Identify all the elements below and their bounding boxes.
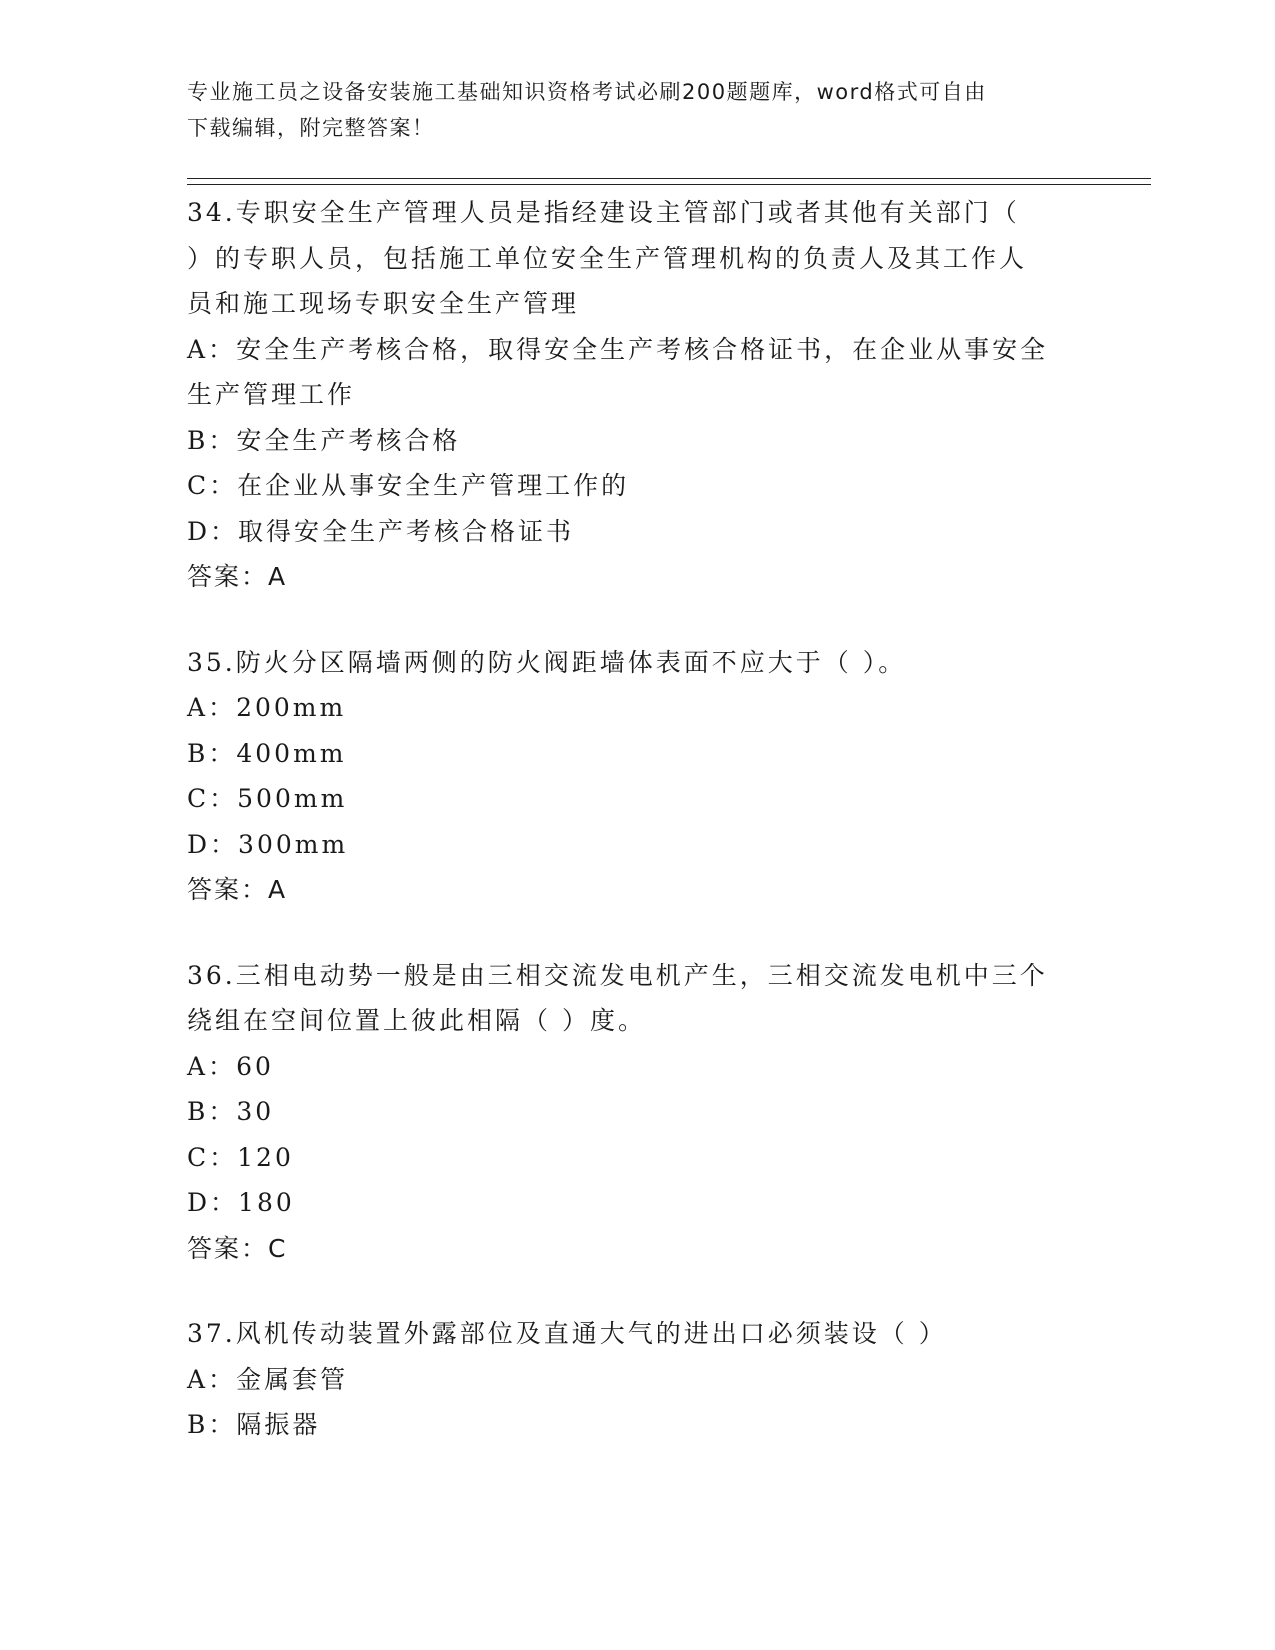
option-line	[187, 418, 1067, 464]
option-label: C：	[187, 1142, 238, 1172]
option-label: B：	[187, 425, 237, 455]
question-stem-line: 员和施工现场专职安全生产管理	[187, 289, 580, 318]
document-header	[187, 74, 1067, 146]
question-stem-line: 绕组在空间位置上彼此相隔（ ）度。	[187, 1006, 646, 1035]
question-stem-line: ）的专职人员，包括施工单位安全生产管理机构的负责人及其工作人	[187, 243, 1028, 273]
option-text: 120	[237, 1142, 294, 1172]
option-text: 200mm	[236, 693, 347, 722]
option-label: B：	[187, 738, 237, 768]
question-block	[187, 1311, 1067, 1448]
option-text: 隔振器	[236, 1410, 321, 1439]
option-label: A：	[187, 334, 237, 364]
option-text: 安全生产考核合格，取得安全生产考核合格证书，在企业从事安全	[236, 334, 1049, 364]
option-line	[187, 463, 1067, 509]
option-label: D：	[187, 1188, 239, 1217]
option-line	[187, 1135, 1067, 1181]
header-line-1: 专业施工员之设备安装施工基础知识资格考试必刷200题题库，word格式可自由	[187, 80, 987, 104]
option-label: A：	[187, 1364, 237, 1394]
question-block	[187, 953, 1067, 1272]
option-line	[187, 372, 1067, 418]
option-line	[187, 685, 1067, 731]
answer-line: 答案：A	[187, 562, 288, 591]
question-block	[187, 640, 1067, 913]
option-line	[187, 509, 1067, 555]
header-divider-top	[187, 178, 1151, 179]
option-text: 生产管理工作	[187, 380, 356, 409]
option-text: 60	[236, 1051, 274, 1081]
answer-line: 答案：A	[187, 875, 288, 904]
option-label: B：	[187, 1097, 237, 1126]
option-text: 金属套管	[236, 1364, 349, 1394]
option-line	[187, 1089, 1067, 1135]
option-label: C：	[187, 784, 238, 813]
header-divider-bottom	[187, 184, 1151, 185]
option-text: 500mm	[237, 784, 348, 813]
option-line	[187, 1044, 1067, 1090]
option-line	[187, 1357, 1067, 1403]
option-label: C：	[187, 471, 238, 500]
option-label: D：	[187, 516, 239, 546]
option-line	[187, 1402, 1067, 1448]
option-label: B：	[187, 1410, 237, 1439]
option-line	[187, 731, 1067, 777]
option-text: 300mm	[238, 829, 349, 859]
option-label: A：	[187, 693, 237, 722]
option-text: 取得安全生产考核合格证书	[238, 516, 575, 546]
option-text: 400mm	[236, 738, 347, 768]
option-line	[187, 1180, 1067, 1226]
question-list	[187, 190, 1067, 1488]
option-line	[187, 776, 1067, 822]
option-line	[187, 327, 1067, 373]
question-stem-line: 35.防火分区隔墙两侧的防火阀距墙体表面不应大于（ ）。	[187, 647, 907, 677]
question-block	[187, 190, 1067, 600]
question-stem-line: 36.三相电动势一般是由三相交流发电机产生，三相交流发电机中三个	[187, 960, 1048, 990]
option-label: A：	[187, 1051, 237, 1081]
question-stem-line: 34.专职安全生产管理人员是指经建设主管部门或者其他有关部门（	[187, 198, 1020, 227]
option-text: 安全生产考核合格	[236, 425, 461, 455]
header-line-2: 下载编辑，附完整答案！	[187, 116, 435, 140]
option-text: 180	[238, 1188, 295, 1217]
question-stem-line: 37.风机传动装置外露部位及直通大气的进出口必须装设（ ）	[187, 1319, 947, 1348]
option-text: 30	[236, 1097, 275, 1126]
option-label: D：	[187, 829, 239, 859]
option-text: 在企业从事安全生产管理工作的	[237, 471, 630, 500]
answer-line: 答案：C	[187, 1233, 288, 1263]
option-line	[187, 822, 1067, 868]
